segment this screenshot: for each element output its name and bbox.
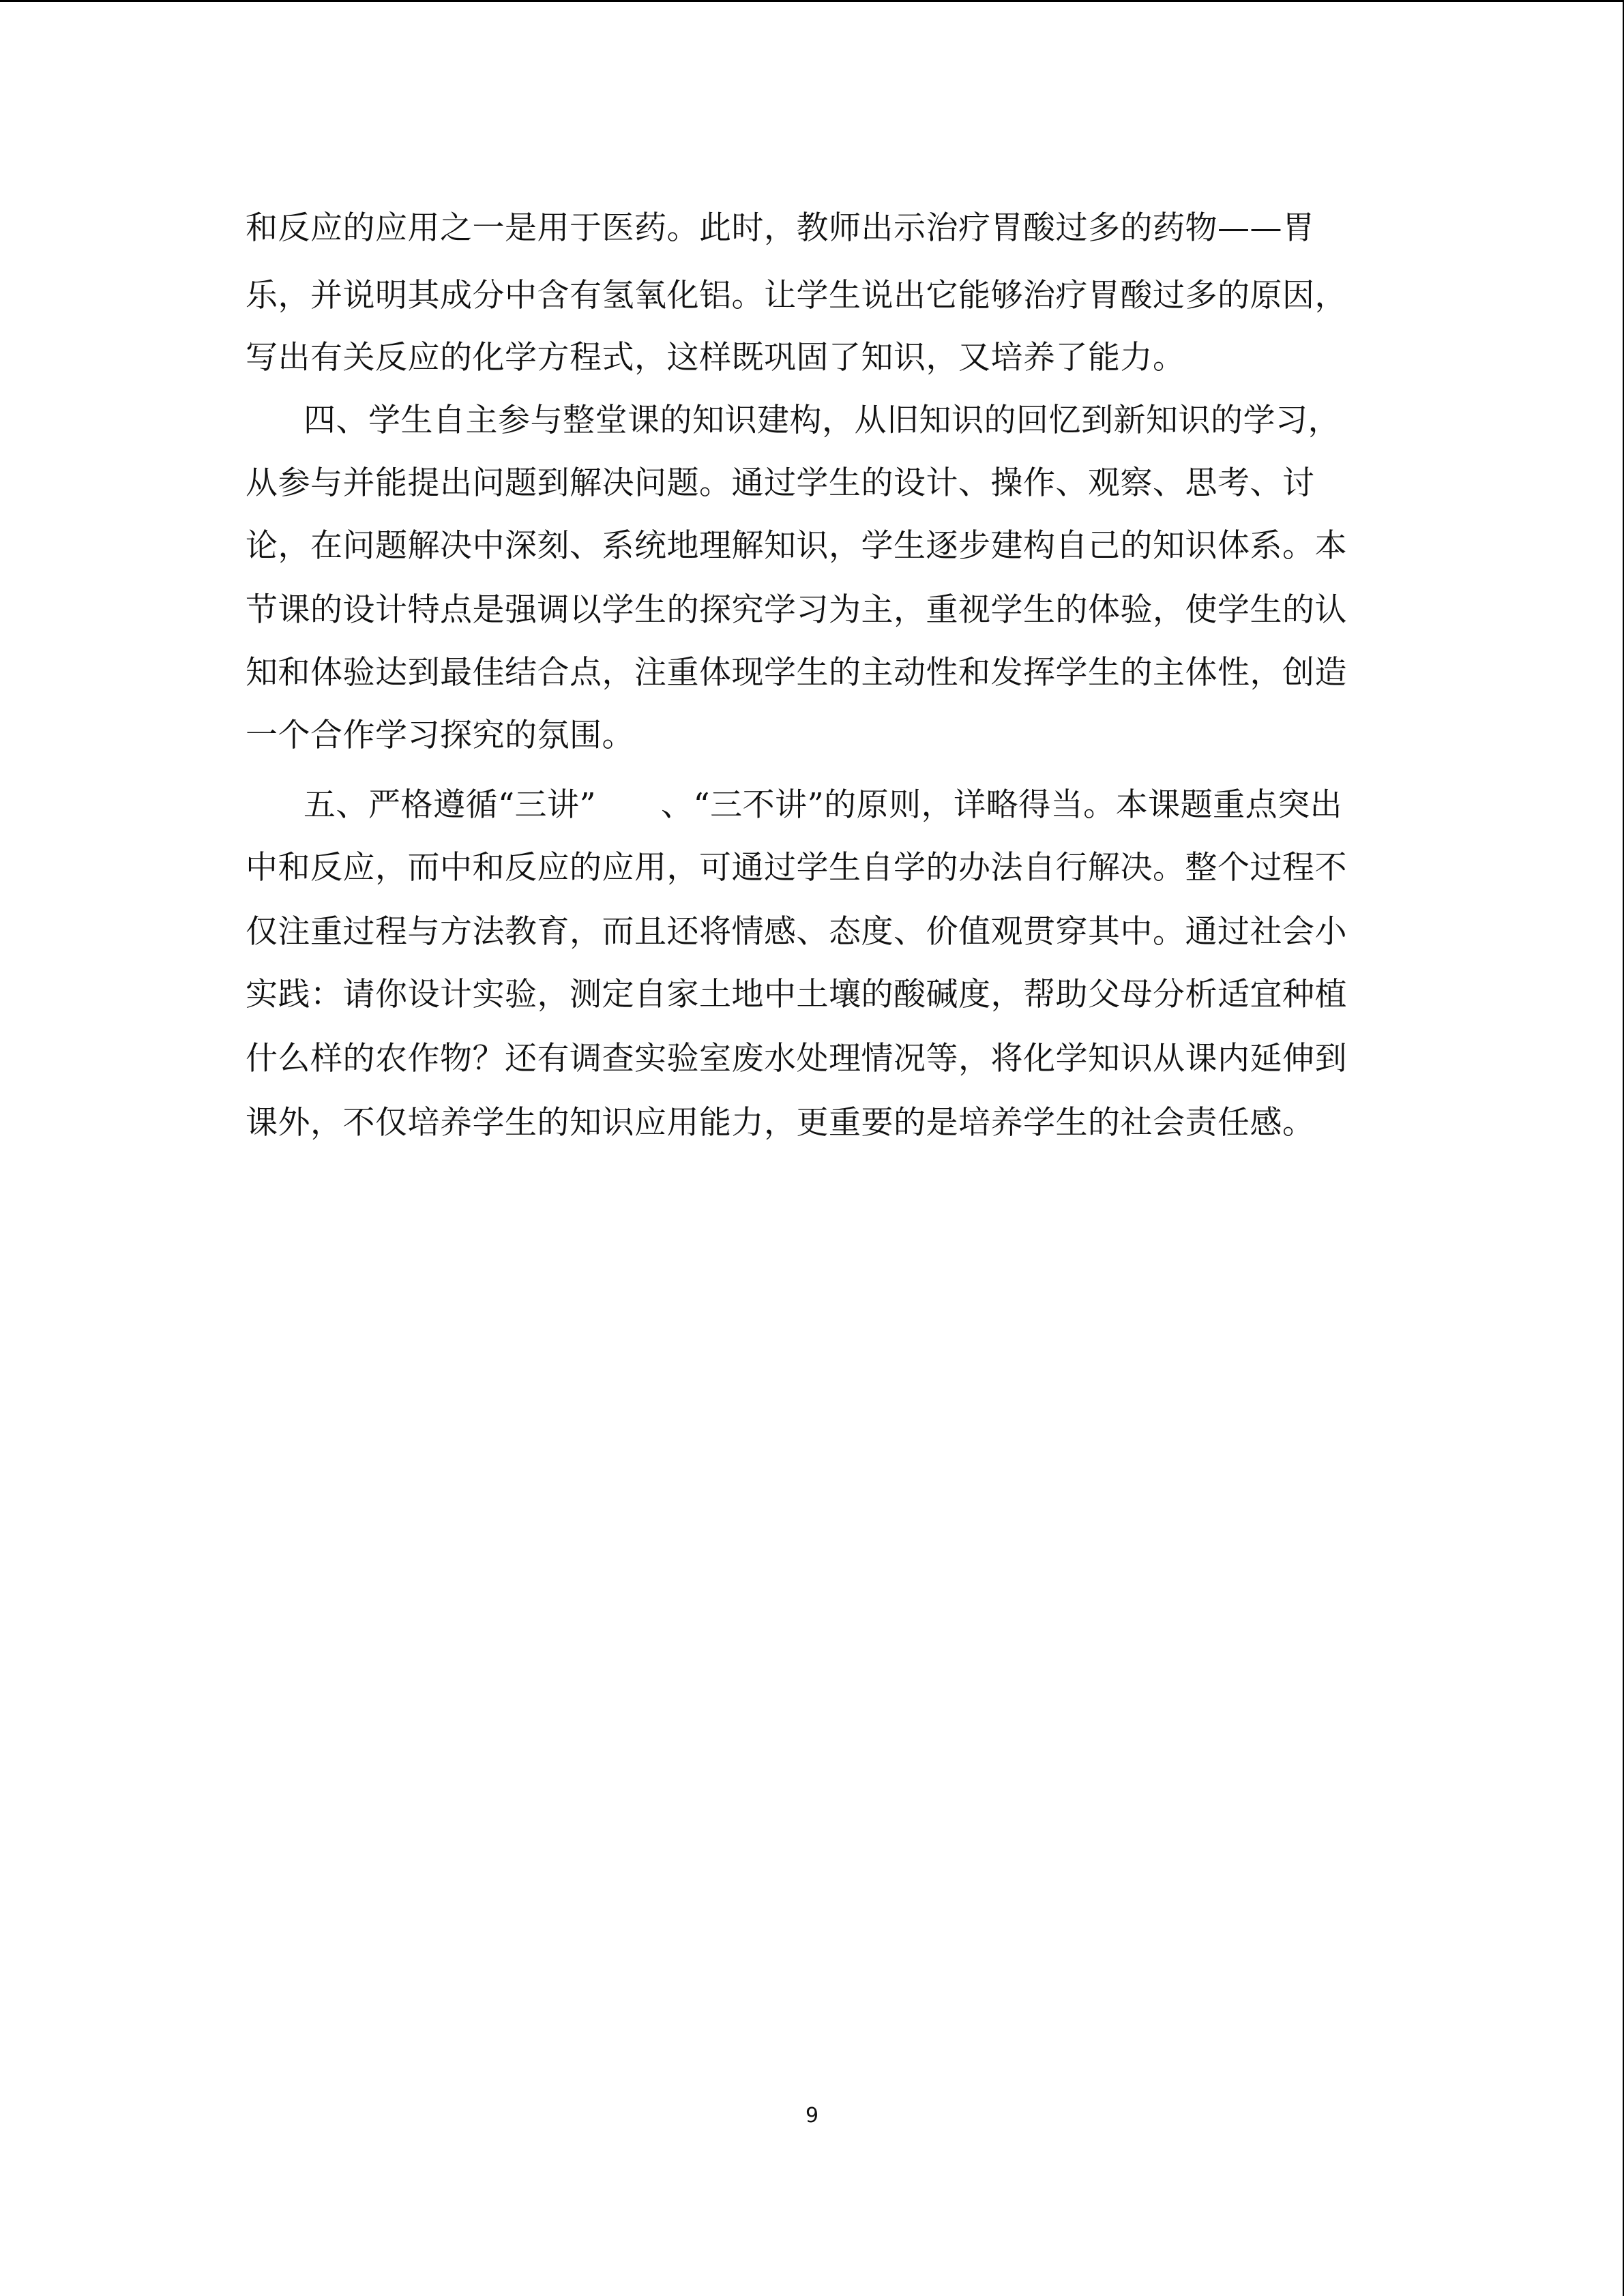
text-line-9: 一个合作学习探究的氛围。: [246, 717, 634, 754]
text-line-8: 知和体验达到最佳结合点，注重体现学生的主动性和发挥学生的主体性，创造: [246, 654, 1347, 691]
text-line-6: 论，在问题解决中深刻、系统地理解知识，学生逐步建构自己的知识体系。本: [246, 527, 1347, 565]
text-line-4: 四、学生自主参与整堂课的知识建构，从旧知识的回忆到新知识的学习，: [304, 402, 1340, 439]
text-line-13: 实践：请你设计实验，测定自家土地中土壤的酸碱度，帮助父母分析适宜种植: [246, 976, 1347, 1013]
page-number: 9: [805, 2104, 819, 2128]
text-line-11: 中和反应，而中和反应的应用，可通过学生自学的办法自行解决。整个过程不: [246, 849, 1347, 886]
text-line-2: 乐，并说明其成分中含有氢氧化铝。让学生说出它能够治疗胃酸过多的原因，: [246, 277, 1347, 314]
text-line-15: 课外，不仅培养学生的知识应用能力，更重要的是培养学生的社会责任感。: [246, 1104, 1315, 1142]
text-line-12: 仅注重过程与方法教育，而且还将情感、态度、价值观贯穿其中。通过社会小: [246, 913, 1347, 951]
text-line-5: 从参与并能提出问题到解决问题。通过学生的设计、操作、观察、思考、讨: [246, 464, 1315, 502]
text-line-7: 节课的设计特点是强调以学生的探究学习为主，重视学生的体验，使学生的认: [246, 591, 1347, 629]
text-line-10: 五、严格遵循“三讲” 、“三不讲”的原则，详略得当。本课题重点突出: [304, 786, 1343, 824]
text-line-3: 写出有关反应的化学方程式，这样既巩固了知识，又培养了能力。: [246, 339, 1185, 376]
text-line-14: 什么样的农作物？还有调查实验室废水处理情况等，将化学知识从课内延伸到: [246, 1040, 1347, 1077]
text-line-1: 和反应的应用之一是用于医药。此时，教师出示治疗胃酸过多的药物——胃: [246, 209, 1315, 247]
